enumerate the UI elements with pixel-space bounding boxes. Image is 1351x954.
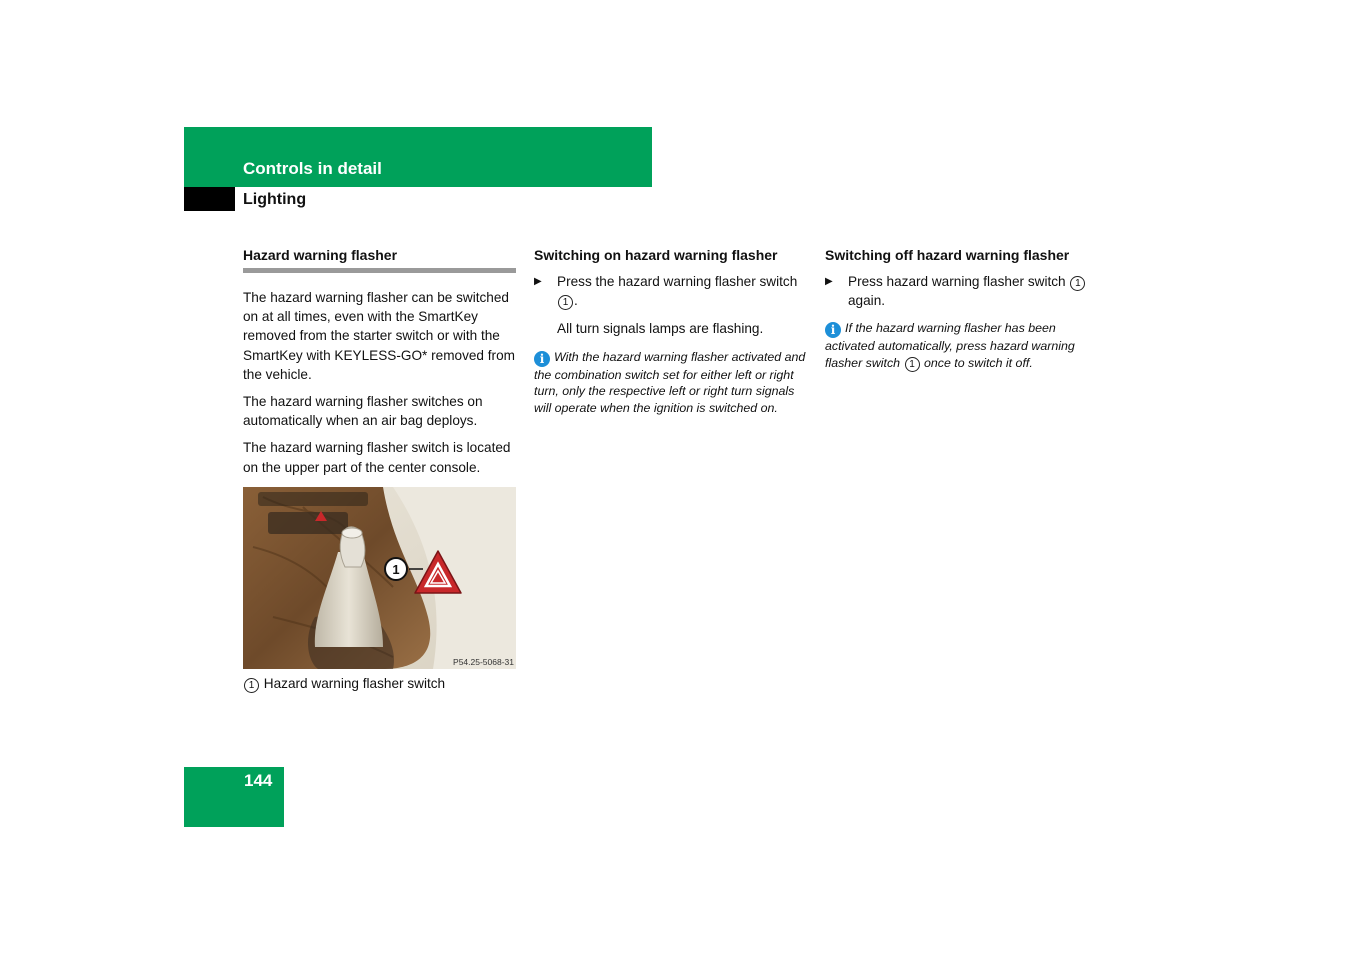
caption-number: 1 (244, 678, 259, 693)
info-note-switch-on (534, 349, 806, 417)
step-text: Press the hazard warning flasher switch (557, 274, 798, 289)
step-end: . (574, 293, 578, 309)
step-end: again. (848, 293, 886, 309)
result-text: All turn signals lamps are flashing. (557, 321, 764, 337)
info-note-switch-off (825, 320, 1101, 372)
paragraph-location: The hazard warning flasher switch is located on the upper part of the center console. (243, 440, 511, 475)
info-icon: i (534, 351, 550, 367)
column-switching-off (825, 246, 1101, 372)
triangle-right-icon: ▶ (825, 276, 833, 287)
step-switch-on (534, 272, 806, 310)
center-console-photo (243, 487, 516, 669)
step-number: 1 (558, 295, 573, 310)
step-number: 1 (1070, 276, 1085, 291)
heading-switching-off: Switching off hazard warning flasher (825, 247, 1070, 263)
heading-hazard-warning-flasher: Hazard warning flasher (243, 246, 516, 273)
section-marker (184, 187, 235, 211)
step-switch-off (825, 272, 1101, 310)
note-text: With the hazard warning flasher activated and the combination switch set for either left or right turn, only the respective left or right turn signals will operate when the ignition is switched on. (534, 349, 806, 416)
note-text-b: once to switch it off. (923, 356, 1033, 371)
triangle-right-icon: ▶ (534, 276, 542, 287)
figure-caption (243, 674, 516, 693)
page-number: 144 (244, 771, 273, 790)
caption-text: Hazard warning flasher switch (263, 675, 446, 691)
step-text: Press hazard warning flasher switch (848, 274, 1066, 289)
console-illustration (243, 487, 516, 669)
callout-number: 1 (392, 561, 400, 577)
info-icon: i (825, 322, 841, 338)
paragraph-availability: The hazard warning flasher can be switched on at all times, even with the SmartKey removed from the starter switch or with the SmartKey with KEYLESS-GO* removed from the vehicle. (243, 290, 515, 382)
column-switching-on (534, 246, 806, 417)
paragraph-airbag: The hazard warning flasher switches on automatically when an air bag deploys. (243, 394, 483, 429)
figure-code: P54.25-5068-31 (453, 656, 514, 667)
heading-switching-on: Switching on hazard warning flasher (534, 247, 778, 263)
column-hazard-intro (243, 246, 516, 693)
section-title: Lighting (243, 191, 307, 208)
chapter-title: Controls in detail (243, 159, 382, 178)
note-text-a: If the hazard warning flasher has been activated automatically, press hazard warning flasher switch (825, 321, 1075, 371)
note-number: 1 (905, 357, 920, 372)
